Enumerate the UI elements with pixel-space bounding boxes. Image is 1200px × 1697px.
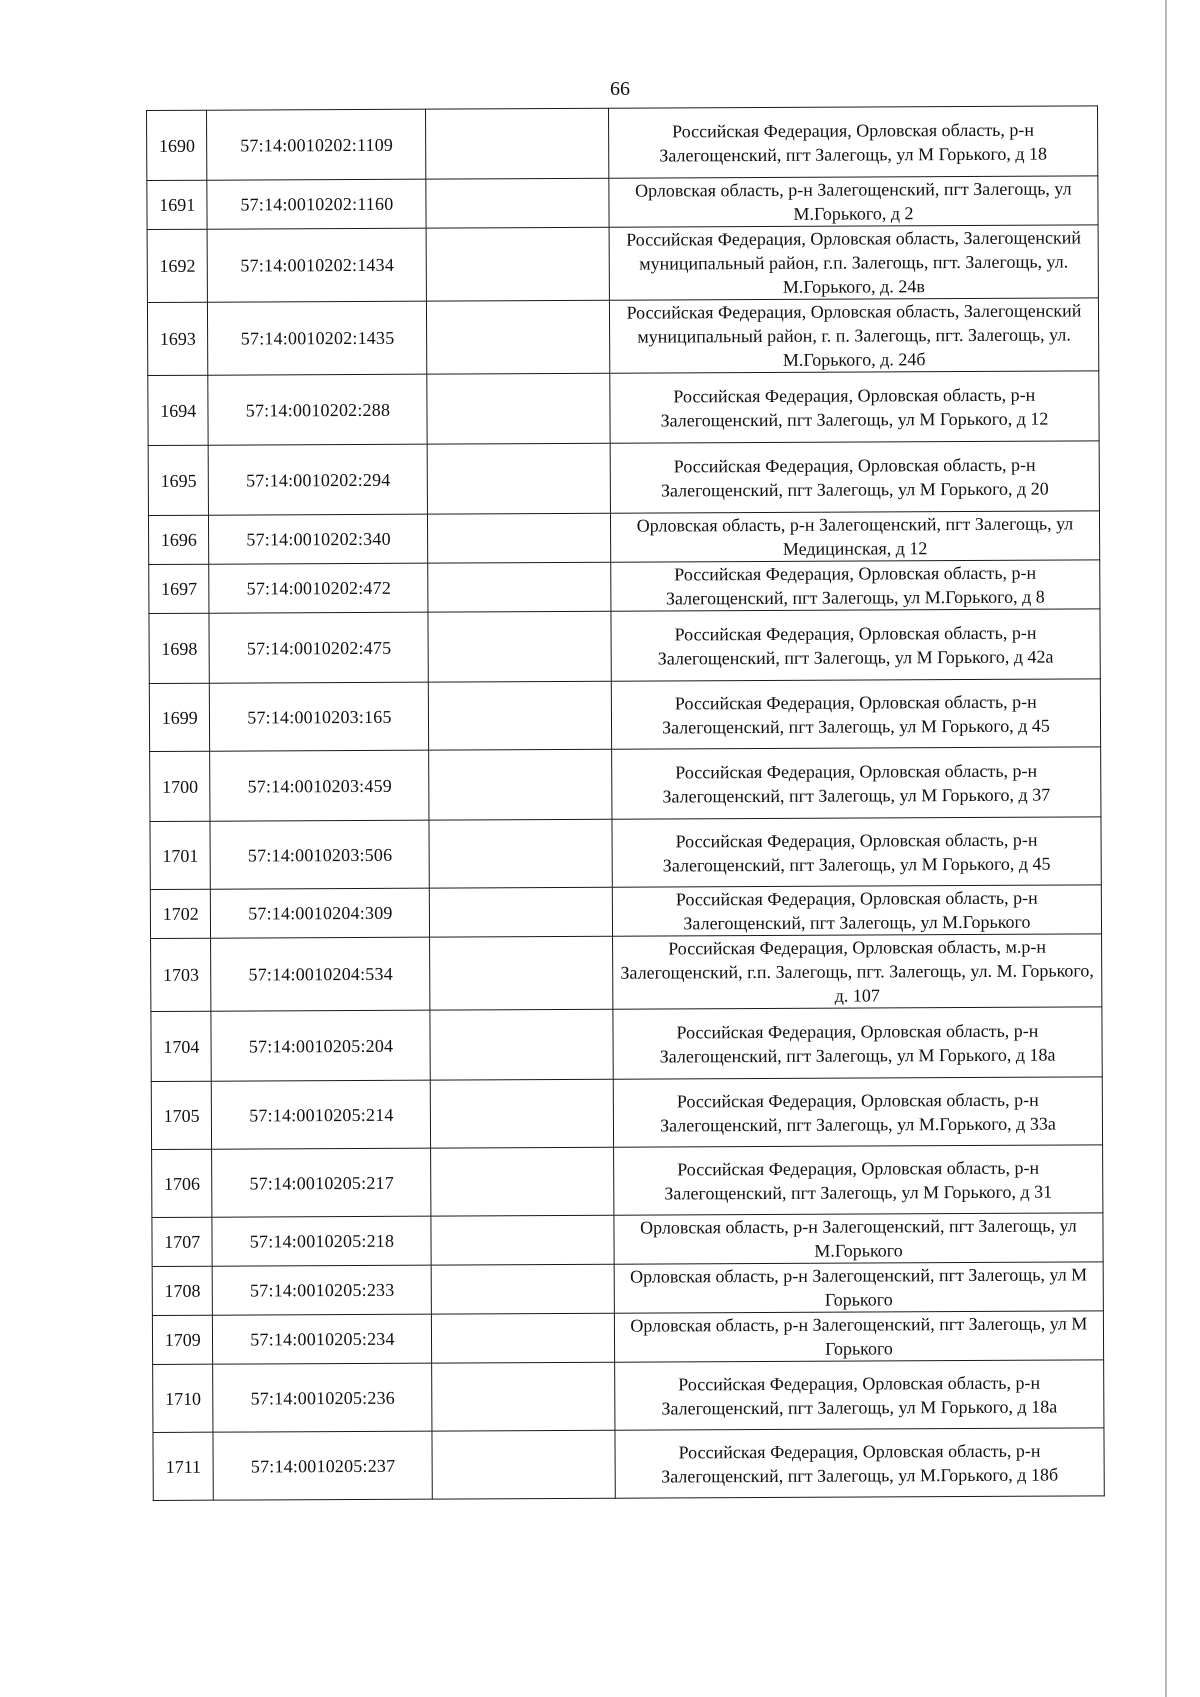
empty-cell — [429, 749, 612, 820]
address-cell: Российская Федерация, Орловская область, р-н Залегощенский, пгт Залегощь, ул М Горького, д 42а — [611, 609, 1100, 681]
cadastral-number-cell: 57:14:0010202:340 — [209, 514, 428, 564]
address-cell: Российская Федерация, Орловская область, Залегощенский муниципальный район, г.п. Залегощь, пгт. Залегощь, ул. М.Горького, д. 24в — [609, 225, 1098, 300]
table-row — [152, 1311, 1103, 1365]
row-number-cell: 1701 — [150, 821, 211, 889]
table-row — [152, 1262, 1103, 1316]
cadastral-number-cell: 57:14:0010204:309 — [211, 888, 430, 938]
cadastral-number-cell: 57:14:0010205:214 — [212, 1080, 431, 1149]
empty-cell — [431, 1215, 614, 1265]
empty-cell — [426, 108, 609, 179]
cadastral-number-cell: 57:14:0010204:534 — [211, 937, 430, 1011]
empty-cell — [427, 300, 610, 374]
table-row — [151, 934, 1102, 1012]
cadastral-number-cell: 57:14:0010202:472 — [209, 563, 428, 613]
cadastral-number-cell: 57:14:0010203:165 — [210, 682, 429, 751]
row-number-cell: 1692 — [147, 229, 208, 302]
table-row — [150, 747, 1101, 822]
address-cell: Российская Федерация, Орловская область, р-н Залегощенский, пгт Залегощь, ул М Горького, д 31 — [613, 1145, 1102, 1215]
cadastral-number-cell: 57:14:0010202:475 — [209, 612, 428, 683]
row-number-cell: 1703 — [151, 938, 212, 1011]
row-number-cell: 1694 — [148, 375, 209, 445]
address-cell: Российская Федерация, Орловская область, р-н Залегощенский, пгт Залегощь, ул М Горького, д 37 — [612, 747, 1101, 819]
address-cell: Российская Федерация, Орловская область, р-н Залегощенский, пгт Залегощь, ул М Горького, д 12 — [610, 371, 1099, 443]
empty-cell — [432, 1313, 615, 1363]
address-cell: Российская Федерация, Орловская область, Залегощенский муниципальный район, г. п. Залегощь, пгт. Залегощь, ул. М.Горького, д. 24б — [609, 298, 1098, 373]
table-row — [151, 1007, 1102, 1082]
table-row — [152, 1213, 1103, 1267]
table-row — [150, 885, 1101, 939]
table-row — [151, 1077, 1102, 1150]
address-cell: Орловская область, р-н Залегощенский, пгт Залегощь, ул М Горького — [614, 1262, 1103, 1313]
cadastral-number-cell: 57:14:0010203:506 — [210, 820, 429, 889]
row-number-cell: 1693 — [147, 302, 208, 375]
row-number-cell: 1700 — [150, 751, 211, 821]
table-row — [152, 1145, 1103, 1218]
empty-cell — [431, 1079, 614, 1148]
cadastral-number-cell: 57:14:0010202:288 — [208, 374, 427, 445]
address-cell: Российская Федерация, Орловская область, р-н Залегощенский, пгт Залегощь, ул М.Горького, д 18б — [615, 1428, 1104, 1498]
row-number-cell: 1708 — [152, 1266, 213, 1315]
address-cell: Российская Федерация, Орловская область, р-н Залегощенский, пгт Залегощь, ул М Горького, д 45 — [611, 679, 1100, 749]
cadastral-number-cell: 57:14:0010205:218 — [212, 1216, 431, 1266]
table-row — [148, 371, 1099, 446]
table-row — [150, 817, 1101, 890]
scan-edge-line — [1165, 0, 1167, 1697]
address-cell: Российская Федерация, Орловская область, р-н Залегощенский, пгт Залегощь, ул М Горького, д 18а — [615, 1360, 1104, 1430]
empty-cell — [428, 513, 611, 563]
cadastral-number-cell: 57:14:0010205:237 — [213, 1431, 432, 1500]
cadastral-number-cell: 57:14:0010205:233 — [213, 1265, 432, 1315]
row-number-cell: 1696 — [148, 515, 209, 564]
address-cell: Орловская область, р-н Залегощенский, пгт Залегощь, ул Медицинская, д 12 — [610, 511, 1099, 562]
row-number-cell: 1707 — [152, 1217, 213, 1266]
empty-cell — [430, 936, 613, 1010]
cadastral-number-cell: 57:14:0010202:1160 — [207, 179, 426, 229]
table-row — [147, 106, 1098, 181]
row-number-cell: 1705 — [151, 1081, 212, 1149]
address-cell: Орловская область, р-н Залегощенский, пгт Залегощь, ул М.Горького — [614, 1213, 1103, 1264]
address-cell: Российская Федерация, Орловская область, м.р-н Залегощенский, г.п. Залегощь, пгт. Залегощь, ул. М. Горького, д. 107 — [612, 934, 1101, 1009]
row-number-cell: 1691 — [147, 180, 208, 229]
address-cell: Российская Федерация, Орловская область, р-н Залегощенский, пгт Залегощь, ул М Горького, д 18а — [613, 1007, 1102, 1079]
table-row — [147, 176, 1098, 230]
registry-table — [146, 105, 1105, 1501]
cadastral-number-cell: 57:14:0010202:1109 — [207, 109, 426, 180]
row-number-cell: 1697 — [149, 564, 210, 613]
row-number-cell: 1704 — [151, 1011, 212, 1081]
row-number-cell: 1690 — [147, 110, 208, 180]
row-number-cell: 1695 — [148, 445, 209, 515]
table-row — [149, 560, 1100, 614]
empty-cell — [427, 227, 610, 301]
cadastral-number-cell: 57:14:0010202:1434 — [208, 228, 427, 302]
address-cell: Российская Федерация, Орловская область, р-н Залегощенский, пгт Залегощь, ул М.Горького — [612, 885, 1101, 936]
empty-cell — [432, 1362, 615, 1431]
empty-cell — [432, 1430, 615, 1499]
empty-cell — [428, 562, 611, 612]
table-row — [149, 609, 1100, 684]
row-number-cell: 1698 — [149, 613, 210, 683]
empty-cell — [429, 681, 612, 750]
empty-cell — [430, 887, 613, 937]
table-row — [153, 1360, 1104, 1433]
empty-cell — [431, 1147, 614, 1216]
row-number-cell: 1702 — [150, 889, 211, 938]
cadastral-number-cell: 57:14:0010205:234 — [213, 1314, 432, 1364]
empty-cell — [432, 1264, 615, 1314]
address-cell: Российская Федерация, Орловская область, р-н Залегощенский, пгт Залегощь, ул М Горького, д 18 — [608, 106, 1097, 178]
registry-table-body — [147, 106, 1105, 1501]
table-row — [149, 679, 1100, 752]
row-number-cell: 1709 — [152, 1315, 213, 1364]
empty-cell — [428, 611, 611, 682]
row-number-cell: 1710 — [153, 1364, 214, 1432]
empty-cell — [426, 178, 609, 228]
address-cell: Орловская область, р-н Залегощенский, пгт Залегощь, ул М Горького — [614, 1311, 1103, 1362]
address-cell: Российская Федерация, Орловская область, р-н Залегощенский, пгт Залегощь, ул М Горького, д 20 — [610, 441, 1099, 513]
empty-cell — [429, 819, 612, 888]
row-number-cell: 1711 — [153, 1432, 214, 1500]
cadastral-number-cell: 57:14:0010205:204 — [211, 1010, 430, 1081]
address-cell: Российская Федерация, Орловская область, р-н Залегощенский, пгт Залегощь, ул М Горького, д 45 — [612, 817, 1101, 887]
table-row — [153, 1428, 1104, 1501]
table-row — [148, 511, 1099, 565]
empty-cell — [428, 443, 611, 514]
table-row — [147, 298, 1098, 376]
address-cell: Орловская область, р-н Залегощенский, пгт Залегощь, ул М.Горького, д 2 — [609, 176, 1098, 227]
cadastral-number-cell: 57:14:0010202:1435 — [208, 301, 427, 375]
table-row — [147, 225, 1098, 303]
address-cell: Российская Федерация, Орловская область, р-н Залегощенский, пгт Залегощь, ул М.Горького, д 33а — [613, 1077, 1102, 1147]
empty-cell — [427, 373, 610, 444]
row-number-cell: 1706 — [152, 1149, 213, 1217]
address-cell: Российская Федерация, Орловская область, р-н Залегощенский, пгт Залегощь, ул М.Горького, д 8 — [611, 560, 1100, 611]
table-row — [148, 441, 1099, 516]
row-number-cell: 1699 — [149, 683, 210, 751]
cadastral-number-cell: 57:14:0010205:236 — [213, 1363, 432, 1432]
empty-cell — [430, 1009, 613, 1080]
cadastral-number-cell: 57:14:0010205:217 — [212, 1148, 431, 1217]
cadastral-number-cell: 57:14:0010202:294 — [209, 444, 428, 515]
page-number: 66 — [610, 78, 630, 100]
cadastral-number-cell: 57:14:0010203:459 — [210, 750, 429, 821]
